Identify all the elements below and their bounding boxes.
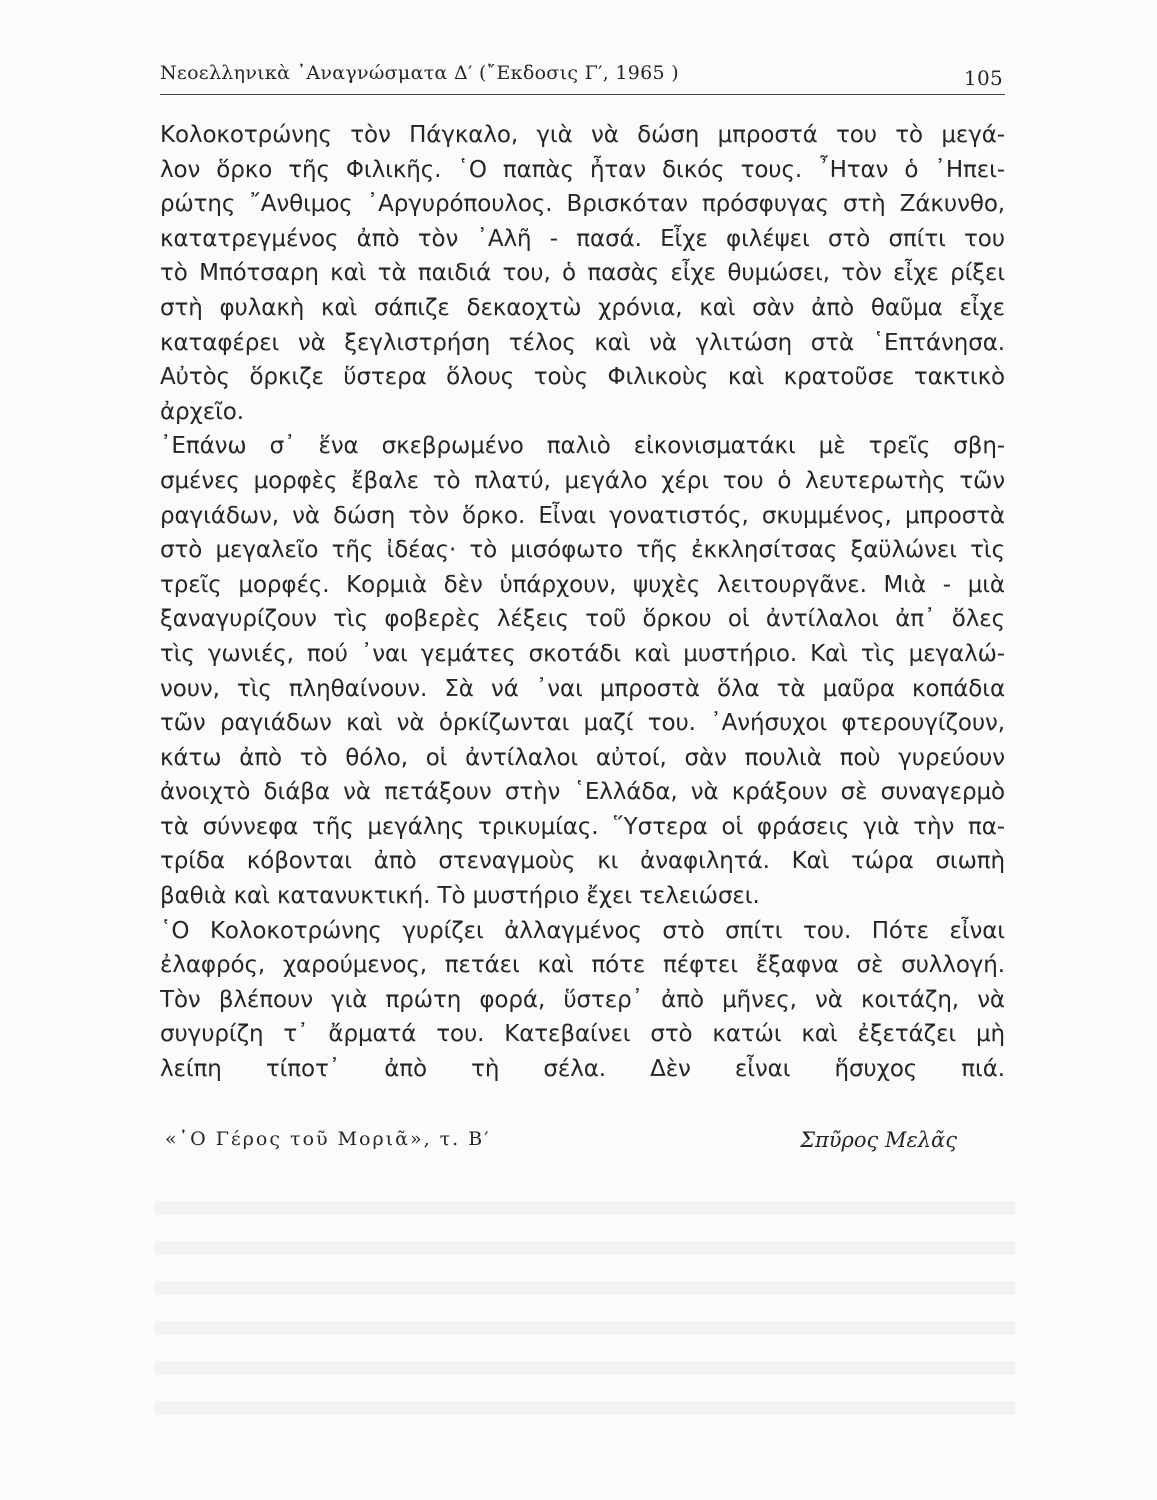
text-line: ρώτης ῎Ανθιμος ᾿Αργυρόπουλος. Βρισκόταν πρόσφυγας στὴ Ζάκυνθο, [160,191,1005,218]
text-line: ραγιάδων, νὰ δώση τὸν ὅρκο. Εἶναι γονατιστός, σκυμμένος, μπροστὰ [160,502,1005,529]
text-line: ἀρχεῖο. [160,398,244,425]
source-citation: «῾Ο Γέρος τοῦ Μοριᾶ», τ. Β′ [165,1128,491,1150]
text-line: κατατρεγμένος ἀπὸ τὸν ᾿Αλῆ - πασά. Εἶχε φιλέψει στὸ σπίτι του [160,225,1005,252]
text-line: τὸ Μπότσαρη καὶ τὰ παιδιά του, ὁ πασὰς εἶχε θυμώσει, τὸν εἶχε ρίξει [160,260,1005,287]
text-line: Αὐτὸς ὅρκιζε ὕστερα ὅλους τοὺς Φιλικοὺς καὶ κρατοῦσε τακτικὸ [160,364,1005,391]
text-line: ῾Ο Κολοκοτρώνης γυρίζει ἀλλαγμένος στὸ σπίτι του. Πότε εἶναι [160,917,1005,944]
running-header [160,58,1005,95]
text-line: ἐλαφρός, χαρούμενος, πετάει καὶ πότε πέφτει ἔξαφνα σὲ συλλογή. [160,952,1005,979]
text-line: τρεῖς μορφές. Κορμιὰ δὲν ὑπάρχουν, ψυχὲς λειτουργᾶνε. Μιὰ - μιὰ [160,571,1005,598]
text-line: συγυρίζη τ᾿ ἄρματά του. Κατεβαίνει στὸ κατώι καὶ ἐξετάζει μὴ [160,1021,1005,1048]
text-line: τρίδα κόβονται ἀπὸ στεναγμοὺς κι ἀναφιλητά. Καὶ τώρα σιωπὴ [160,848,1005,875]
text-line: ἀνοιχτὸ διάβα νὰ πετάξουν στὴν ῾Ελλάδα, νὰ κράξουν σὲ συναγερμὸ [160,779,1005,806]
text-line: τὰ σύννεφα τῆς μεγάλης τρικυμίας. ῞Υστερα οἱ φράσεις γιὰ τὴν πα- [160,813,1005,840]
text-line: καταφέρει νὰ ξεγλιστρήση τέλος καὶ νὰ γλιτώση στὰ ῾Επτάνησα. [160,329,1005,356]
text-line: στὴ φυλακὴ καὶ σάπιζε δεκαοχτὼ χρόνια, καὶ σὰν ἀπὸ θαῦμα εἶχε [160,294,1005,321]
text-line: κάτω ἀπὸ τὸ θόλο, οἱ ἀντίλαλοι αὐτοί, σὰν πουλιὰ ποὺ γυρεύουν [160,744,1005,771]
text-line: λείπη τίποτ᾿ ἀπὸ τὴ σέλα. Δὲν εἶναι ἥσυχος πιά. [160,1056,1005,1083]
text-line: νουν, τὶς πληθαίνουν. Σὰ νά ᾿ναι μπροστὰ ὅλα τὰ μαῦρα κοπάδια [160,675,1005,702]
text-line: τὶς γωνιές, πού ᾿ναι γεμάτες σκοτάδι καὶ μυστήριο. Καὶ τὶς μεγαλώ- [160,640,1005,667]
page-number: 105 [963,66,1003,90]
text-line: Κολοκοτρώνης τὸν Πάγκαλο, γιὰ νὰ δώση μπροστά του τὸ μεγά- [160,122,1005,148]
body-text [160,118,1005,1087]
signoff [165,1124,957,1164]
bleed-through-texture [155,1175,1015,1435]
text-line: ᾿Επάνω σ᾿ ἕνα σκεβρωμένο παλιὸ εἰκονισματάκι μὲ τρεῖς σβη- [160,433,1005,460]
text-line: βαθιὰ καὶ κατανυκτική. Τὸ μυστήριο ἔχει τελειώσει. [160,883,760,910]
text-line: Τὸν βλέπουν γιὰ πρώτη φορά, ὕστερ᾿ ἀπὸ μῆνες, νὰ κοιτάζη, νὰ [160,986,1005,1013]
text-line: λον ὅρκο τῆς Φιλικῆς. ῾Ο παπὰς ἦταν δικός τους. ῏Ηταν ὁ ᾿Ηπει- [160,156,1005,183]
text-line: στὸ μεγαλεῖο τῆς ἰδέας· τὸ μισόφωτο τῆς ἐκκλησίτσας ξαϋλώνει τὶς [160,537,1005,564]
header-title: Νεοελληνικὰ ᾿Αναγνώσματα Δ′ (῎Εκδοσις Γ′, 1965 ) [160,62,679,84]
text-line: τῶν ραγιάδων καὶ νὰ ὁρκίζωνται μαζί του. ᾿Ανήσυχοι φτερουγίζουν, [160,710,1005,737]
author-name: Σπῦρος Μελᾶς [800,1128,957,1152]
text-line: σμένες μορφὲς ἔβαλε τὸ πλατύ, μεγάλο χέρι του ὁ λευτερωτὴς τῶν [160,467,1005,494]
text-line: ξαναγυρίζουν τὶς φοβερὲς λέξεις τοῦ ὅρκου οἱ ἀντίλαλοι ἀπ᾿ ὅλες [160,606,1005,633]
